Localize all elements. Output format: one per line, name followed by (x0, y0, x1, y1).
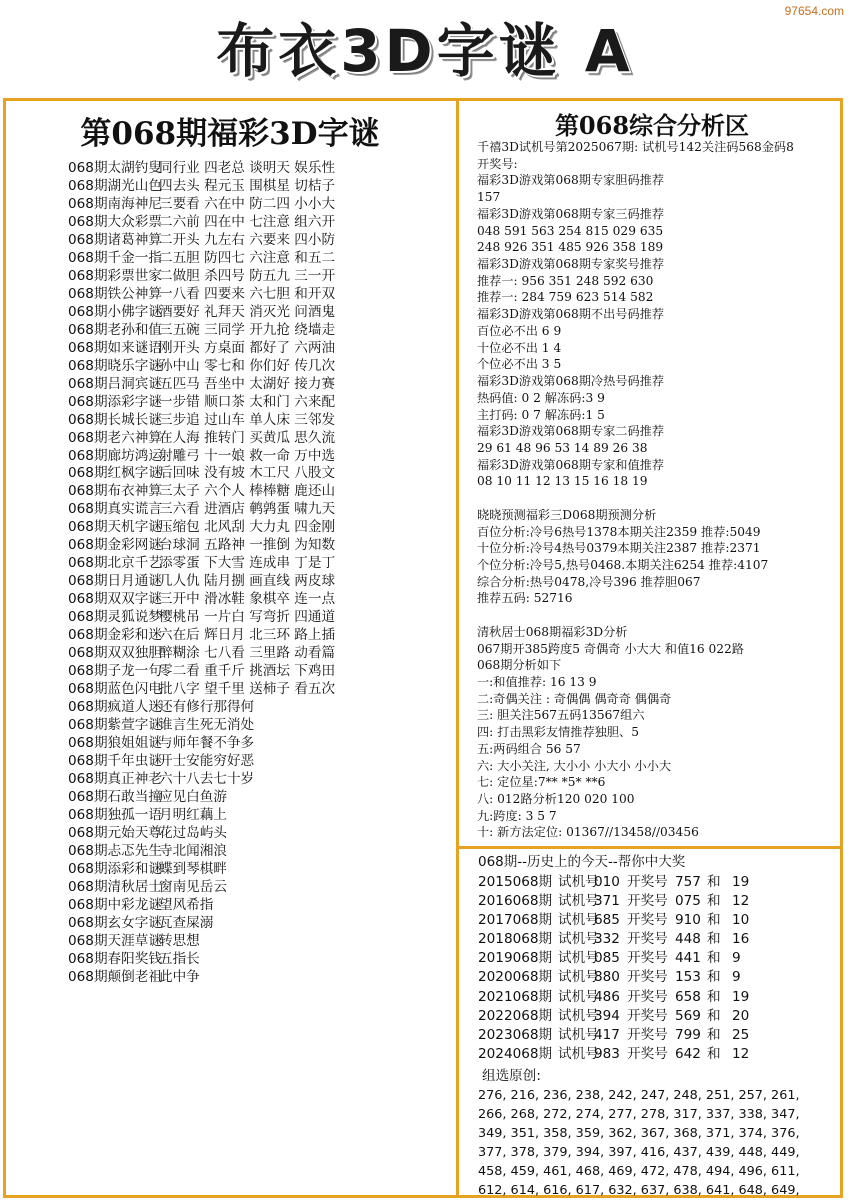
riddle-text: 一步错 顺口茶 太和门 六来配 (159, 393, 336, 410)
draw-number: 448 (675, 931, 701, 948)
trial-number: 685 (594, 912, 620, 929)
riddle-name: 068期金彩网谜 (68, 537, 162, 554)
riddle-text: 几人仇 陆月捌 画直线 两皮球 (159, 573, 336, 590)
history-panel (478, 852, 840, 1200)
history-period: 2018068期 (478, 931, 553, 948)
riddle-text: 寺北闻湘浪 (159, 842, 227, 859)
trial-number: 332 (594, 931, 620, 948)
riddle-name: 068期湖光山色 (68, 177, 162, 194)
riddle-item (68, 286, 453, 304)
riddle-text: 樱桃吊 一片白 写弯折 四通道 (159, 609, 336, 626)
riddle-name: 068期千金一指 (68, 249, 162, 266)
riddle-list (68, 160, 453, 987)
riddle-name: 068期清秋居士 (68, 878, 162, 895)
history-row (478, 930, 840, 949)
riddle-item (68, 861, 453, 879)
pick-line: 349, 351, 358, 359, 362, 367, 368, 371, 374, 376, (478, 1125, 800, 1141)
history-period: 2024068期 (478, 1045, 553, 1062)
riddle-item (68, 699, 453, 717)
riddle-name: 068期石敢当撞 (68, 788, 162, 805)
riddle-item (68, 753, 453, 771)
analysis-line: 福彩3D游戏第068期专家三码推荐 (477, 206, 665, 221)
sum-value: 10 (732, 912, 750, 929)
riddle-item (68, 609, 453, 627)
riddle-item (68, 807, 453, 825)
sum-label: 和 (707, 988, 721, 1005)
draw-label: 开奖号 (627, 931, 668, 948)
riddle-item (68, 735, 453, 753)
riddle-item (68, 412, 453, 430)
sum-value: 9 (732, 950, 741, 967)
history-row (478, 1007, 840, 1026)
history-period: 2017068期 (478, 912, 553, 929)
pick-line: 276, 216, 236, 238, 242, 247, 248, 251, 257, 261, (478, 1087, 800, 1103)
analysis-line: 清秋居士068期福彩3D分析 (477, 624, 628, 639)
pick-list (478, 1086, 840, 1200)
trial-label: 试机号 (558, 1045, 599, 1062)
trial-number: 880 (594, 969, 620, 986)
riddle-item (68, 627, 453, 645)
sum-value: 19 (732, 988, 750, 1005)
riddle-item (68, 645, 453, 663)
site-watermark: 97654.com (784, 4, 844, 18)
history-row (478, 1026, 840, 1045)
riddle-name: 068期日月通谜 (68, 573, 162, 590)
analysis-panel (477, 139, 839, 841)
analysis-line: 248 926 351 485 926 358 189 (477, 240, 664, 255)
riddle-text: 射雕弓 十一娘 救一命 万中选 (159, 447, 336, 464)
analysis-line: 推荐五码: 52716 (477, 591, 573, 606)
analysis-line: 十: 新方法定位: 01367//13458//03456 (477, 825, 699, 840)
history-table (478, 873, 840, 1064)
draw-label: 开奖号 (627, 988, 668, 1005)
riddle-text: 六十八去七十岁 (159, 770, 255, 787)
riddle-text: 三五碗 三同学 开九抢 绕墙走 (159, 321, 336, 338)
analysis-line: 福彩3D游戏第068期不出号码推荐 (477, 307, 665, 322)
riddle-item (68, 232, 453, 250)
riddle-text: 谁言生死无消处 (159, 717, 255, 734)
riddle-text: 醉糊涂 七八看 三里路 动看篇 (159, 645, 336, 662)
trial-label: 试机号 (558, 950, 599, 967)
riddle-name: 068期天机字谜 (68, 519, 162, 536)
riddle-text: 二开头 九左右 六要来 四小防 (159, 231, 336, 248)
riddle-name: 068期疯道人迷 (68, 699, 162, 716)
trial-label: 试机号 (558, 988, 599, 1005)
draw-label: 开奖号 (627, 1026, 668, 1043)
riddle-item (68, 951, 453, 969)
riddle-name: 068期晓乐字谜 (68, 357, 162, 374)
riddle-item (68, 394, 453, 412)
riddle-item (68, 430, 453, 448)
analysis-line: 068期分析如下 (477, 658, 562, 673)
riddle-text: 三六看 进酒店 鹌鹑蛋 啸九天 (159, 501, 336, 518)
analysis-line: 个位必不出 3 5 (477, 357, 562, 372)
riddle-name: 068期老六神算 (68, 429, 162, 446)
draw-label: 开奖号 (627, 912, 668, 929)
riddle-item (68, 969, 453, 987)
history-period: 2019068期 (478, 950, 553, 967)
history-period: 2022068期 (478, 1007, 553, 1024)
riddle-text: 望风希指 (159, 896, 214, 913)
riddle-text: 同行业 四老总 谈明天 娱乐性 (159, 160, 336, 176)
sum-label: 和 (707, 874, 721, 890)
analysis-line: 福彩3D游戏第068期冷热号码推荐 (477, 374, 665, 389)
riddle-text: 六在后 辉日月 北三环 路上插 (159, 627, 336, 644)
history-period: 2020068期 (478, 969, 553, 986)
riddle-item (68, 825, 453, 843)
trial-label: 试机号 (558, 874, 599, 890)
riddle-name: 068期真正神老 (68, 770, 162, 787)
riddle-item (68, 178, 453, 196)
riddle-name: 068期吕洞宾谜 (68, 375, 162, 392)
riddle-name: 068期独孤一语 (68, 806, 162, 823)
draw-label: 开奖号 (627, 1007, 668, 1024)
analysis-line: 二:奇偶关注 : 奇偶偶 偶奇奇 偶偶奇 (477, 691, 672, 706)
analysis-line: 九:跨度: 3 5 7 (477, 808, 557, 823)
riddle-name: 068期蓝色闪电 (68, 681, 162, 698)
analysis-line: 个位分析:冷号5,热号0468.本期关注6254 推荐:4107 (477, 557, 769, 572)
analysis-line: 推荐一: 956 351 248 592 630 (477, 273, 654, 288)
riddle-text: 应见白鱼游 (159, 788, 227, 805)
draw-label: 开奖号 (627, 893, 668, 910)
sum-value: 20 (732, 1007, 750, 1024)
riddle-name: 068期金彩和迷 (68, 627, 162, 644)
section-divider (459, 846, 843, 849)
riddle-name: 068期小佛字谜 (68, 303, 162, 320)
riddle-item (68, 843, 453, 861)
riddle-name: 068期子龙一句 (68, 663, 162, 680)
riddle-text: 转思想 (159, 932, 200, 949)
analysis-line: 福彩3D游戏第068期专家和值推荐 (477, 457, 665, 472)
riddle-name: 068期廊坊鸿运 (68, 447, 162, 464)
pick-label: 组选原创: (482, 1067, 541, 1084)
riddle-item (68, 789, 453, 807)
sum-label: 和 (707, 1045, 721, 1062)
sum-value: 25 (732, 1026, 750, 1043)
analysis-line: 百位分析:冷号6热号1378本期关注2359 推荐:5049 (477, 524, 761, 539)
trial-label: 试机号 (558, 1026, 599, 1043)
history-row (478, 911, 840, 930)
riddle-name: 068期诸葛神算 (68, 231, 162, 248)
riddle-text: 与师年餐不争多 (159, 735, 255, 751)
riddle-name: 068期南海神尼 (68, 195, 162, 212)
riddle-text: 压缩包 北风刮 大力丸 四金刚 (159, 519, 336, 536)
riddle-item (68, 465, 453, 483)
analysis-line: 三: 胆关注567五码13567组六 (477, 708, 645, 723)
analysis-line: 综合分析:热号0478,冷号396 推荐胆067 (477, 574, 701, 589)
history-period: 2021068期 (478, 988, 553, 1005)
sum-label: 和 (707, 1007, 721, 1024)
analysis-line: 四: 打击黑彩友情推荐独胆、5 (477, 725, 639, 740)
history-row (478, 988, 840, 1007)
riddle-item (68, 879, 453, 897)
riddle-item (68, 933, 453, 951)
sum-value: 12 (732, 1045, 750, 1062)
riddle-item (68, 573, 453, 591)
analysis-line (477, 490, 839, 507)
riddle-item (68, 717, 453, 735)
riddle-name: 068期布衣神算 (68, 483, 162, 500)
riddle-item (68, 555, 453, 573)
draw-number: 569 (675, 1007, 701, 1024)
analysis-line: 福彩3D游戏第068期专家奖号推荐 (477, 257, 665, 272)
trial-number: 983 (594, 1045, 620, 1062)
riddle-text: 五指长 (159, 950, 200, 967)
pick-line: 612, 614, 616, 617, 632, 637, 638, 641, 648, 649, (478, 1182, 800, 1198)
riddle-item (68, 196, 453, 214)
sum-value: 16 (732, 931, 750, 948)
riddle-item (68, 268, 453, 286)
riddle-text: 一八看 四要来 六七胆 和开双 (159, 285, 336, 302)
analysis-line: 五:两码组合 56 57 (477, 741, 581, 756)
draw-number: 757 (675, 874, 701, 890)
riddle-item (68, 483, 453, 501)
riddle-name: 068期春阳奖钱 (68, 950, 162, 967)
analysis-line: 七: 定位星:7** *5* **6 (477, 775, 606, 790)
sum-label: 和 (707, 912, 721, 929)
history-row (478, 968, 840, 987)
analysis-line: 热码值: 0 2 解冻码:3 9 (477, 390, 605, 405)
history-row (478, 949, 840, 968)
analysis-line: 推荐一: 284 759 623 514 582 (477, 290, 654, 305)
riddle-text: 批八字 望千里 送柿子 看五次 (159, 681, 336, 698)
riddle-item (68, 681, 453, 699)
riddle-item (68, 322, 453, 340)
analysis-line: 六: 大小关注, 大小小 小大小 小小大 (477, 758, 672, 773)
riddle-name: 068期天涯草谜 (68, 932, 162, 949)
riddle-item (68, 519, 453, 537)
riddle-item (68, 591, 453, 609)
riddle-text: 月明红藕上 (159, 806, 227, 823)
analysis-section-title: 第068综合分析区 (554, 111, 750, 140)
draw-label: 开奖号 (627, 1045, 668, 1062)
riddle-text: 二六前 四在中 七注意 组六开 (159, 213, 336, 230)
riddle-item (68, 915, 453, 933)
riddle-item (68, 376, 453, 394)
analysis-line: 29 61 48 96 53 14 89 26 38 (477, 440, 648, 455)
riddle-text: 二做胆 杀四号 防五九 三一开 (159, 267, 336, 284)
riddle-text: 五匹马 吾坐中 太湖好 接力赛 (159, 375, 336, 392)
trial-label: 试机号 (558, 1007, 599, 1024)
analysis-line (477, 607, 839, 624)
riddle-item (68, 771, 453, 789)
riddle-text: 瓦查屎溺 (159, 914, 214, 931)
riddle-name: 068期中彩龙谜 (68, 896, 162, 913)
analysis-line: 福彩3D游戏第068期专家胆码推荐 (477, 173, 665, 188)
riddle-text: 后回味 没有坡 木工尺 八股文 (159, 465, 336, 482)
riddle-item (68, 448, 453, 466)
riddle-name: 068期大众彩票 (68, 213, 162, 230)
riddle-text: 四去头 程元玉 围棋星 切桔子 (159, 177, 336, 194)
riddle-name: 068期铁公神算 (68, 285, 162, 302)
riddle-text: 三步追 过山车 单人床 三邻发 (159, 411, 336, 428)
riddle-text: 还有修行那得何 (159, 699, 255, 716)
riddle-item (68, 537, 453, 555)
riddle-text: 酒要好 礼拜天 消灭光 问酒鬼 (159, 303, 336, 320)
analysis-line: 一:和值推荐: 16 13 9 (477, 675, 597, 689)
riddle-name: 068期彩票世家 (68, 267, 162, 284)
sum-value: 9 (732, 969, 741, 986)
sum-label: 和 (707, 893, 721, 910)
riddle-item (68, 250, 453, 268)
riddle-name: 068期千年虫谜 (68, 752, 162, 769)
sum-value: 19 (732, 874, 750, 890)
analysis-line: 八: 012路分析120 020 100 (477, 792, 635, 807)
draw-number: 799 (675, 1026, 701, 1043)
riddle-name: 068期双双独胆 (68, 645, 162, 662)
history-period: 2023068期 (478, 1026, 553, 1043)
riddle-text: 二五胆 防四七 六注意 和五二 (159, 249, 336, 266)
riddle-item (68, 897, 453, 915)
pick-line: 266, 268, 272, 274, 277, 278, 317, 337, 338, 347, (478, 1106, 800, 1122)
analysis-line: 主打码: 0 7 解冻码:1 5 (477, 407, 605, 422)
analysis-line: 福彩3D游戏第068期专家二码推荐 (477, 424, 665, 439)
history-row (478, 1045, 840, 1064)
riddle-text: 在人海 推转门 买黄瓜 思久流 (159, 429, 336, 446)
draw-number: 642 (675, 1045, 701, 1062)
riddle-text: 三太子 六个人 棒棒糖 鹿还山 (159, 483, 336, 500)
analysis-line: 十位必不出 1 4 (477, 340, 562, 355)
analysis-line: 晓晓预测福彩三D068期预测分析 (477, 507, 657, 522)
sum-label: 和 (707, 950, 721, 967)
riddle-text: 刚开头 方桌面 都好了 六两油 (159, 339, 336, 356)
trial-label: 试机号 (558, 912, 599, 929)
pick-line: 377, 378, 379, 394, 397, 416, 437, 439, 448, 449, (478, 1144, 800, 1160)
riddle-item (68, 340, 453, 358)
riddle-section-title: 第068期福彩3D字谜 (80, 116, 380, 152)
riddle-name: 068期太湖钓叟 (68, 160, 162, 176)
riddle-item (68, 358, 453, 376)
riddle-text: 窗南见岳云 (159, 878, 227, 895)
analysis-line: 08 10 11 12 13 15 16 18 19 (477, 474, 648, 489)
trial-label: 试机号 (558, 931, 599, 948)
riddle-text: 花过岛屿头 (159, 824, 227, 841)
riddle-name: 068期北京千艺 (68, 555, 162, 572)
trial-number: 486 (594, 988, 620, 1005)
riddle-name: 068期长城长谜 (68, 411, 162, 428)
pick-line: 458, 459, 461, 468, 469, 472, 478, 494, 496, 611, (478, 1163, 800, 1179)
analysis-line: 067期开385跨度5 奇偶奇 小大大 和值16 022路 (477, 641, 744, 656)
riddle-item (68, 160, 453, 178)
trial-number: 085 (594, 950, 620, 967)
trial-label: 试机号 (558, 893, 599, 910)
riddle-name: 068期狼姐姐谜 (68, 735, 162, 751)
riddle-name: 068期添彩和谜 (68, 860, 162, 877)
riddle-text: 添零蛋 下大雪 连成串 丁是丁 (159, 555, 336, 572)
draw-number: 910 (675, 912, 701, 929)
riddle-text: 开士安能穷好恶 (159, 752, 255, 769)
riddle-name: 068期老孙和值 (68, 321, 162, 338)
analysis-line: 千禧3D试机号第2025067期: 试机号142关注码568金码8 (477, 140, 794, 154)
history-period: 2015068期 (478, 874, 553, 890)
draw-number: 441 (675, 950, 701, 967)
history-row (478, 873, 840, 892)
banner-title: 布衣3D字谜 A (216, 17, 634, 85)
riddle-text: 零二看 重千斤 挑酒坛 下鸡田 (159, 663, 336, 680)
draw-label: 开奖号 (627, 969, 668, 986)
analysis-line: 开奖号: (477, 156, 518, 171)
riddle-name: 068期红枫字谜 (68, 465, 162, 482)
riddle-name: 068期颠倒老祖 (68, 968, 162, 985)
analysis-line: 157 (477, 190, 501, 205)
history-row (478, 892, 840, 911)
draw-label: 开奖号 (627, 874, 668, 890)
trial-number: 394 (594, 1007, 620, 1024)
riddle-text: 三开中 滑冰鞋 象棋卒 连一点 (159, 591, 336, 608)
sum-label: 和 (707, 1026, 721, 1043)
analysis-line: 十位分析:冷号4热号0379本期关注2387 推荐:2371 (477, 541, 761, 556)
riddle-text: 三要看 六在中 防二四 小小大 (159, 195, 336, 212)
riddle-name: 068期忐忑先生 (68, 842, 162, 859)
history-heading: 068期--历史上的今天--帮你中大奖 (478, 854, 686, 870)
trial-label: 试机号 (558, 969, 599, 986)
riddle-item (68, 304, 453, 322)
riddle-item (68, 663, 453, 681)
riddle-text: 蝶到琴棋畔 (159, 860, 227, 877)
trial-number: 417 (594, 1026, 620, 1043)
riddle-name: 068期如来谜语 (68, 339, 162, 356)
history-period: 2016068期 (478, 893, 553, 910)
riddle-text: 台球洞 五路神 一推倒 为知数 (159, 537, 336, 554)
draw-number: 658 (675, 988, 701, 1005)
riddle-item (68, 501, 453, 519)
trial-number: 010 (594, 874, 620, 890)
analysis-line: 048 591 563 254 815 029 635 (477, 223, 664, 238)
riddle-name: 068期真实谎言 (68, 501, 162, 518)
riddle-name: 068期灵狐说梦 (68, 609, 162, 626)
sum-value: 12 (732, 893, 750, 910)
riddle-name: 068期玄女字谜 (68, 914, 162, 931)
analysis-line: 百位必不出 6 9 (477, 323, 562, 338)
riddle-name: 068期紫萱字谜 (68, 717, 162, 734)
riddle-text: 孙中山 零七和 你们好 传几次 (159, 357, 336, 374)
riddle-name: 068期元始天尊 (68, 824, 162, 841)
draw-label: 开奖号 (627, 950, 668, 967)
trial-number: 371 (594, 893, 620, 910)
draw-number: 075 (675, 893, 701, 910)
sum-label: 和 (707, 931, 721, 948)
riddle-item (68, 214, 453, 232)
riddle-text: 此中争 (159, 968, 200, 985)
riddle-name: 068期添彩字谜 (68, 393, 162, 410)
riddle-name: 068期双双字谜 (68, 591, 162, 608)
draw-number: 153 (675, 969, 701, 986)
sum-label: 和 (707, 969, 721, 986)
column-divider (456, 98, 459, 1198)
